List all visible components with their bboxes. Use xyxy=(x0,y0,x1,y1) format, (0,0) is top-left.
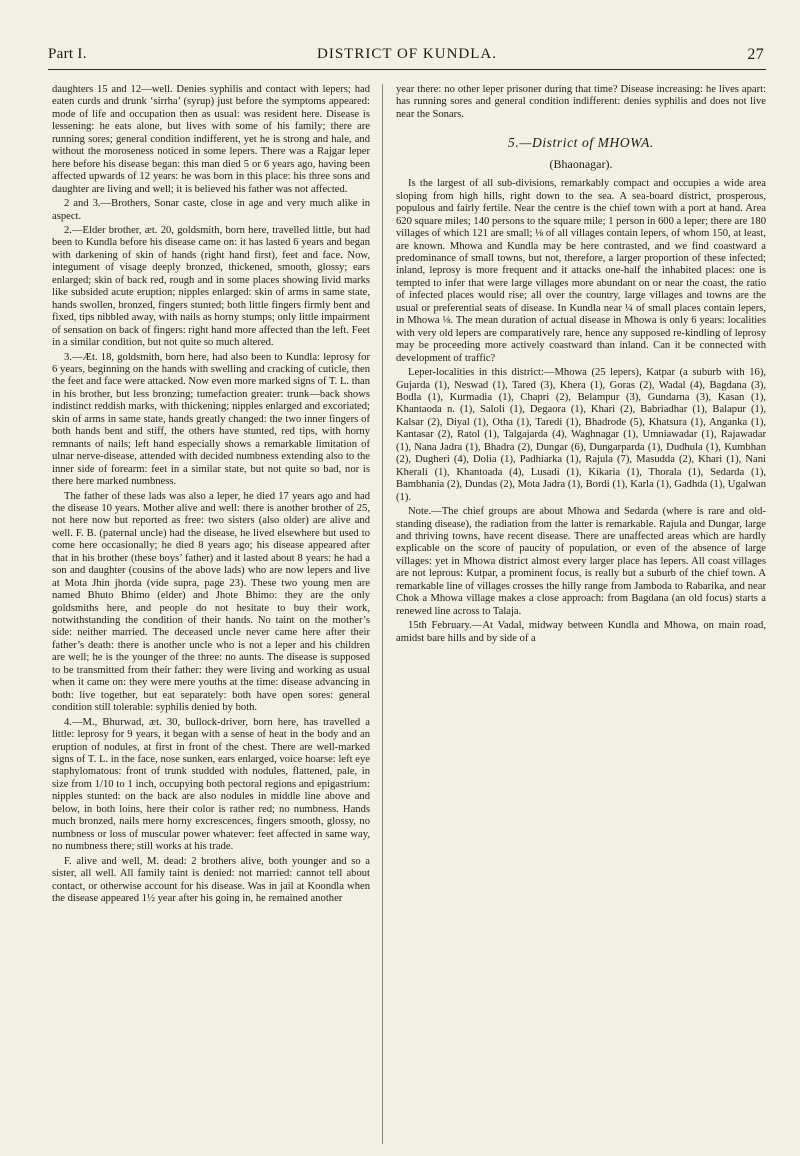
paragraph: Note.—The chief groups are about Mhowa and Sedarda (where is rare and old-standing disease), the radiation from the latter is remarkable. Rajula and Dungar, large and thriving towns, have recent disease. There are unaffected areas which are hardly explicable on the score of paucity of population, or even of the absence of large villages: yet in Mhowa district almost every larger place has lepers. All coast villages are not leprous: Kutpar, a prominent focus, is really but a suburb of the chief town. A remarkable line of villages crosses the hilly range from Jamboda to Rabarika, and near Chok a Mhowa village makes a close approach: from Bagdana (an old focus) starts a renewed line across to Talaja. xyxy=(396,506,766,617)
column-divider xyxy=(382,84,383,1144)
section-subtitle: (Bhaonagar). xyxy=(549,156,613,171)
part-label: Part I. xyxy=(48,46,87,62)
paragraph: The father of these lads was also a leper, he died 17 years ago and had the disease 10 years. Mother alive and well: there is another brother of 25, not here now but reported as free: two sisters (also older) are alive and well. F. B. (paternal uncle) had the disease, he lived elsewhere but used to come here occasionally; he died 8 years ago; his disease appeared after that in his brother (these boys’ father) and it lasted about 8 years: he had a son and daughter (cousins of the above lads) who are now lepers and live at Mota Jhin jhorda (vide supra, page 23). These two young men are named Bhuto Bhimo (elder) and Jhote Bhimo: they are the only goldsmiths here, and people do not hesitate to buy their work, notwithstanding the condition of their hands. No taint on the mother’s side: neither married. The deceased uncle never came here after their father’s death: there is another uncle who is not a leper and his children are well; he is the younger of the three: no aunts. The disease is supposed to be transmitted from their father: they were living and working as usual when it came on: they were mere youths at the time: disease advancing in both: live together, but eat separately: both have open sores: general condition still tolerable: syphilis denied by both. xyxy=(52,490,370,714)
paragraph: 3.—Æt. 18, goldsmith, born here, had also been to Kundla: leprosy for 6 years, beginning on the hands with swelling and cracking of cuticle, then the feet and face were attacked. Now even more marked signs of T. L. than in his brother, but less bronzing; tumefaction greater: trunk—back shows indistinct reddish marks, with thickening; nipples enlarged and excoriated; skin of arms in same state, hands greatly changed: the two inner fingers of both hands bent and stiff, the others have stunted, red tips, with horny remnants of nails; left hand especially shows a remarkable limitation of ulnar nerve-disease, attended with decided numbness extending also to the inner side of forearm: feet in a similar state, but not quite so bad, nor is there here marked numbness. xyxy=(52,351,370,488)
page-header xyxy=(48,44,766,70)
paragraph: year there: no other leper prisoner during that time? Disease increasing: he lives apart: has running sores and general condition indifferent: denies syphilis and does not live near the Sonars. xyxy=(396,84,766,120)
paragraph: 2 and 3.—Brothers, Sonar caste, close in age and very much alike in aspect. xyxy=(52,198,370,222)
paragraph: 4.—M., Bhurwad, æt. 30, bullock-driver, born here, has travelled a little: leprosy for 9 years, it began with a sense of heat in the body and an eruption of nodules, at first in front of the chest. There are well-marked signs of T. L. in the face, nose sunken, ears enlarged, voice hoarse: left eye staphylomatous: front of trunk studded with nodules, flattened, pale, in size from 1/10 to 1 inch, occupying both pectoral regions and epigastrium: nipples stunted: on the back are also nodules in middle line above and below, in both loins, here their color is rather red; no numbness. Hands much bronzed, nails mere horny excrescences, fingers smooth, glossy, no numbness or loss of muscular power whatever: feet affected in same way, no numbness there; still works at his trade. xyxy=(52,716,370,853)
paragraph: Leper-localities in this district:—Mhowa (25 lepers), Katpar (a suburb with 16), Gujarda (1), Neswad (1), Tared (3), Khera (1), Goras (2), Wadal (4), Bagdana (3), Bodla (1), Kurmadia (1), Chapri (2), Belampur (3), Gundarna (3), Kasan (1), Khantaoda n. (1), Saloli (1), Degaora (1), Khari (2), Babriadhar (1), Balapur (1), Kalsar (2), Diyal (1), Otha (1), Taredi (1), Bhadrode (5), Khatsura (1), Anganka (1), Kantasar (2), Ratol (1), Talgajarda (4), Waghnagar (1), Umniawadar (1), Rajawadar (1), Nana Jadra (1), Bhadra (2), Dungar (6), Dungarparda (1), Dudhula (1), Kumbhan (2), Dugheri (4), Dolia (1), Padhiarka (1), Rajula (7), Masudda (2), Khari (1), Nani Kherali (1), Khantoada (4), Lusadi (1), Kikaria (1), Thorala (1), Sedarda (1), Bambhania (2), Dundas (2), Mota Jadra (1), Bordi (1), Karla (1), Gadhda (1), Ugalwan (1). xyxy=(396,367,766,503)
page-number: 27 xyxy=(747,46,764,63)
paragraph: F. alive and well, M. dead: 2 brothers alive, both younger and so a sister, all well. All family taint is denied: not married: cannot tell about contact, or otherwise account for his disease. Was in jail at Koondla when the disease appeared 1½ year after his going in, he remained another xyxy=(52,855,370,904)
paragraph: daughters 15 and 12—well. Denies syphilis and contact with lepers; had eaten curds and drunk ‘sirrha’ (syrup) just before the symptoms appeared: mode of life and occupation then as usual: was resident here. Disease is lessening: he eats alone, but lives with some of his family; there are running sores; general condition indifferent, yet he is strong and hale, and without the moroseness noticed in some lepers. There was a Rajgar leper here before his disease began: this man died 5 or 6 years ago, having been affected upwards of 12 years: he was born in this place: his three sons and daughter are living and well; it is believed his father was not affected. xyxy=(52,84,370,195)
paragraph: 2.—Elder brother, æt. 20, goldsmith, born here, travelled little, but had been to Kundla before his disease came on: it has lasted 6 years and began with darkening of skin of hands (right hand first), feet and face. Now, integument of visage deeply bronzed, thickened, smooth, glossy; ears enlarged; skin of back red, rough and in some places showing livid marks like subsided acute eruption; nipples enlarged: skin of arms in same state, hands swollen, bronzed, fingers stunted; both little fingers firmly bent and fixed, tips nibbled away, with nails as horny stumps; only little impairment of sensation on back of fingers: right hand more affected than the left. Feet in a similar condition, but not quite so much altered. xyxy=(52,224,370,349)
right-column xyxy=(396,84,766,1144)
running-title: DISTRICT OF KUNDLA. xyxy=(317,46,497,62)
left-column xyxy=(52,84,370,1144)
section-title: 5.—District of MHOWA. xyxy=(508,135,654,151)
paragraph: 15th February.—At Vadal, midway between Kundla and Mhowa, on main road, amidst bare hills and by side of a xyxy=(396,620,766,644)
paragraph: Is the largest of all sub-divisions, remarkably compact and occupies a wide area sloping from high hills, right down to the sea. A sea-board district, prosperous, populous and fairly fertile. Near the centre is the chief town with a port at hand. Area 620 square miles; 140 persons to the square mile; 1 person in 600 a leper; there are 180 villages of which 121 are small; ⅛ of all villages contain lepers, of whom 150, at least, are known. Mhowa and Kundla may be here contrasted, and we find coastward a predominance of small towns, but not, therefore, a larger proportion of these infected; inland, leprosy is more frequent and it attacks one-half the inhabited places: one is tempted to infer that were large villages more abundant on or near the coast, the ratio of infected places would rise; all over the country, large villages and towns are the usual or preferential seats of disease. In Kundla near ¼ of small places contain lepers, in Mhowa ⅛. The mean duration of actual disease in Mhowa is only 6 years: localities with very old lepers are comparatively rare, hence any supposed re-kindling of leprosy may be proceeding more actively coastward than inland. Can it be connected with development of traffic? xyxy=(396,178,766,364)
